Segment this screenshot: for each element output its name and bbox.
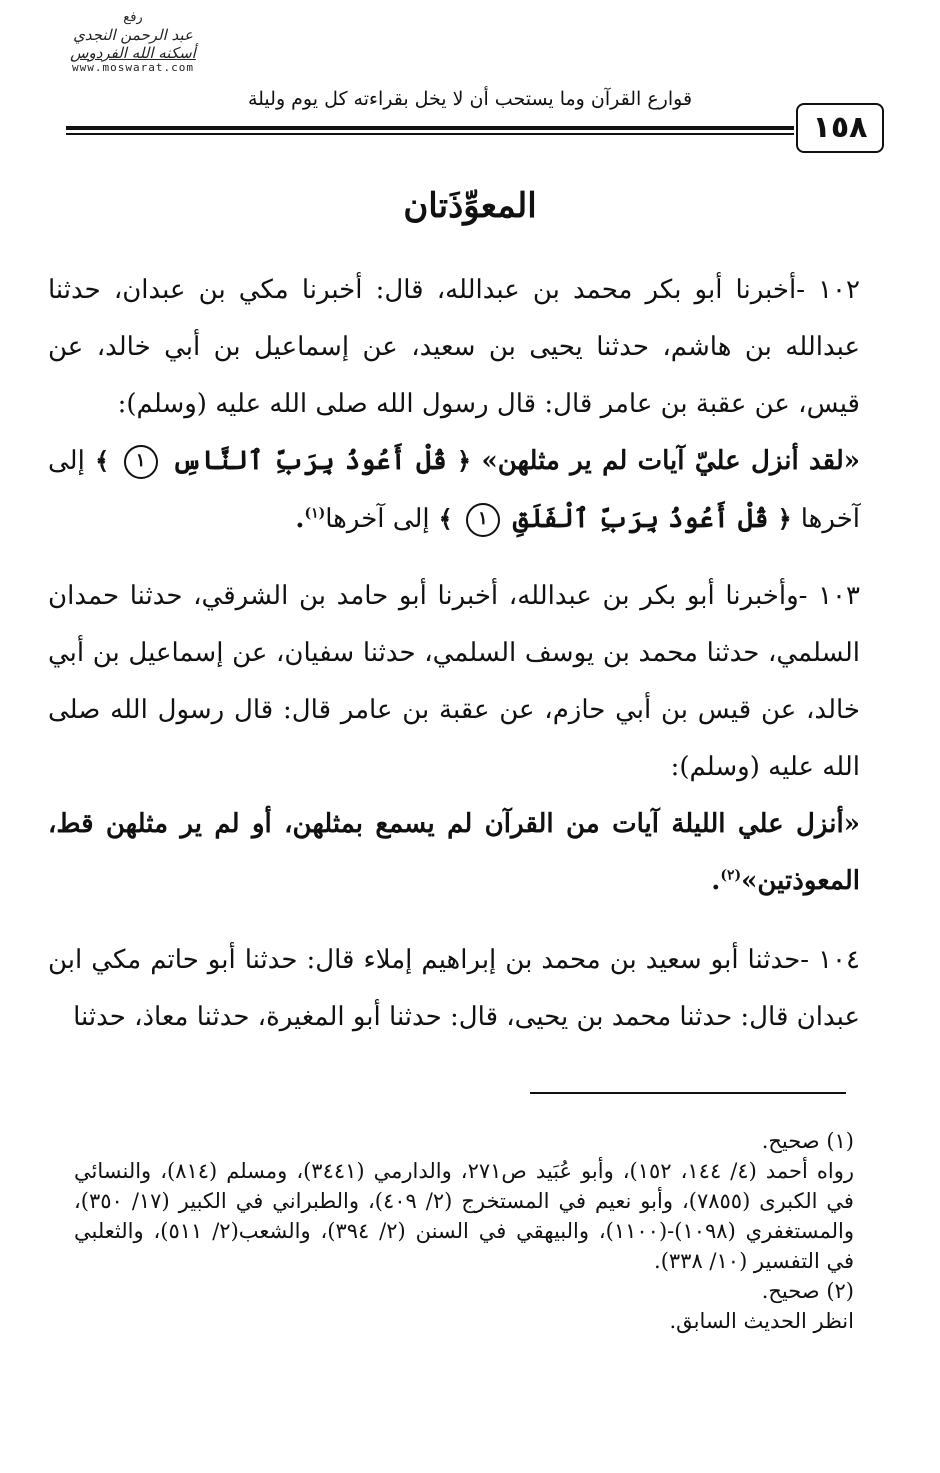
footnote-text: رواه أحمد (٤/ ١٤٤، ١٥٢)، وأبو عُبَيد ص٢٧١، والدارمي (٣٤٤١)، ومسلم (٨١٤)، والنسائي في الكبرى (٧٨٥٥)، وأبو نعيم في المستخرج (٢/ ٤٠٩)، والطبراني في الكبير (١٧/ ٣٥٠)، والمستغفري (١٠٩٨)-(١١٠٠)، والبيهقي في السنن (٢/ ٣٩٤)، والشعب(٢/ ٥١١)، والثعلبي في التفسير (١٠/ ٣٣٨). [74, 1159, 854, 1273]
watermark-line: عبد الرحمن النجدي [73, 26, 193, 44]
footnote-label: (٢) صحيح. [761, 1279, 854, 1303]
footnote-label: (١) صحيح. [761, 1129, 854, 1153]
watermark-line: رفع [123, 10, 143, 25]
quote-text: «أنزل علي الليلة آيات من القرآن لم يسمع بمثلهن، أو لم ير مثلهن قط، المعوذتين» [48, 809, 860, 896]
sentence-end: . [295, 504, 305, 534]
header-rule [66, 126, 794, 130]
to-end-text: إلى آخرها [48, 446, 860, 534]
ayah-quote [85, 446, 471, 476]
ornate-bracket-icon: ﴿ [777, 504, 792, 533]
footnote-ref[interactable]: (٢) [720, 867, 742, 884]
page-number: ١٥٨ [796, 103, 884, 153]
running-header: قوارع القرآن وما يستحب أن لا يخل بقراءته كل يوم وليلة [247, 88, 693, 110]
footnote-separator [530, 1092, 846, 1094]
section-heading: المعوِّذَتان [403, 186, 537, 226]
sentence-end: . [711, 866, 721, 896]
ayah-number: ١ [124, 445, 158, 479]
hadith-103-quote [48, 796, 860, 910]
ornate-bracket-icon: ﴾ [95, 446, 110, 475]
watermark-logo [58, 10, 208, 74]
footnote-2 [74, 1276, 854, 1336]
footnote-text: انظر الحديث السابق. [669, 1309, 854, 1333]
watermark-url: www.moswarat.com [72, 61, 194, 74]
ayah-quote [430, 504, 792, 534]
hadith-102-intro: ١٠٢ -أخبرنا أبو بكر محمد بن عبدالله، قال: أخبرنا مكي بن عبدان، حدثنا عبدالله بن هاشم، حدثنا يحيى بن سعيد، عن إسماعيل بن أبي خالد، عن قيس، عن عقبة بن عامر قال: قال رسول الله صلى الله عليه (وسلم): [48, 275, 860, 419]
ornate-bracket-icon: ﴾ [438, 504, 453, 533]
ornate-bracket-icon: ﴿ [457, 446, 472, 475]
hadith-104-intro: ١٠٤ -حدثنا أبو سعيد بن محمد بن إبراهيم إملاء قال: حدثنا أبو حاتم مكي ابن عبدان قال: حدثنا محمد بن يحيى، قال: حدثنا أبو المغيرة، حدثنا معاذ، حدثنا [48, 945, 860, 1032]
hadith-103-intro: ١٠٣ -وأخبرنا أبو بكر بن عبدالله، أخبرنا أبو حامد بن الشرقي، حدثنا حمدان السلمي، حدثنا محمد بن يوسف السلمي، حدثنا سفيان، عن إسماعيل بن أبي خالد، عن قيس بن أبي حازم، عن عقبة بن عامر قال: قال رسول الله صلى الله عليه (وسلم): [48, 581, 860, 782]
footnote-1 [74, 1126, 854, 1276]
hadith-102-quote [48, 432, 860, 548]
ayah-text: قُلْ أَعُوذُ بِرَبِّ ٱلنَّاسِ [171, 446, 447, 476]
ayah-number: ١ [466, 503, 500, 537]
watermark-line: أسكنه الله الفردوس [70, 44, 196, 62]
ayah-text: قُلْ أَعُوذُ بِرَبِّ ٱلْفَلَقِ [512, 504, 769, 534]
footnote-ref[interactable]: (١) [304, 505, 326, 522]
footnotes [74, 1126, 854, 1336]
to-end-text: إلى آخرها [325, 504, 430, 534]
header-rule-thin [66, 133, 794, 135]
quote-text: «لقد أنزل عليّ آيات لم ير مثلهن» [481, 446, 860, 476]
